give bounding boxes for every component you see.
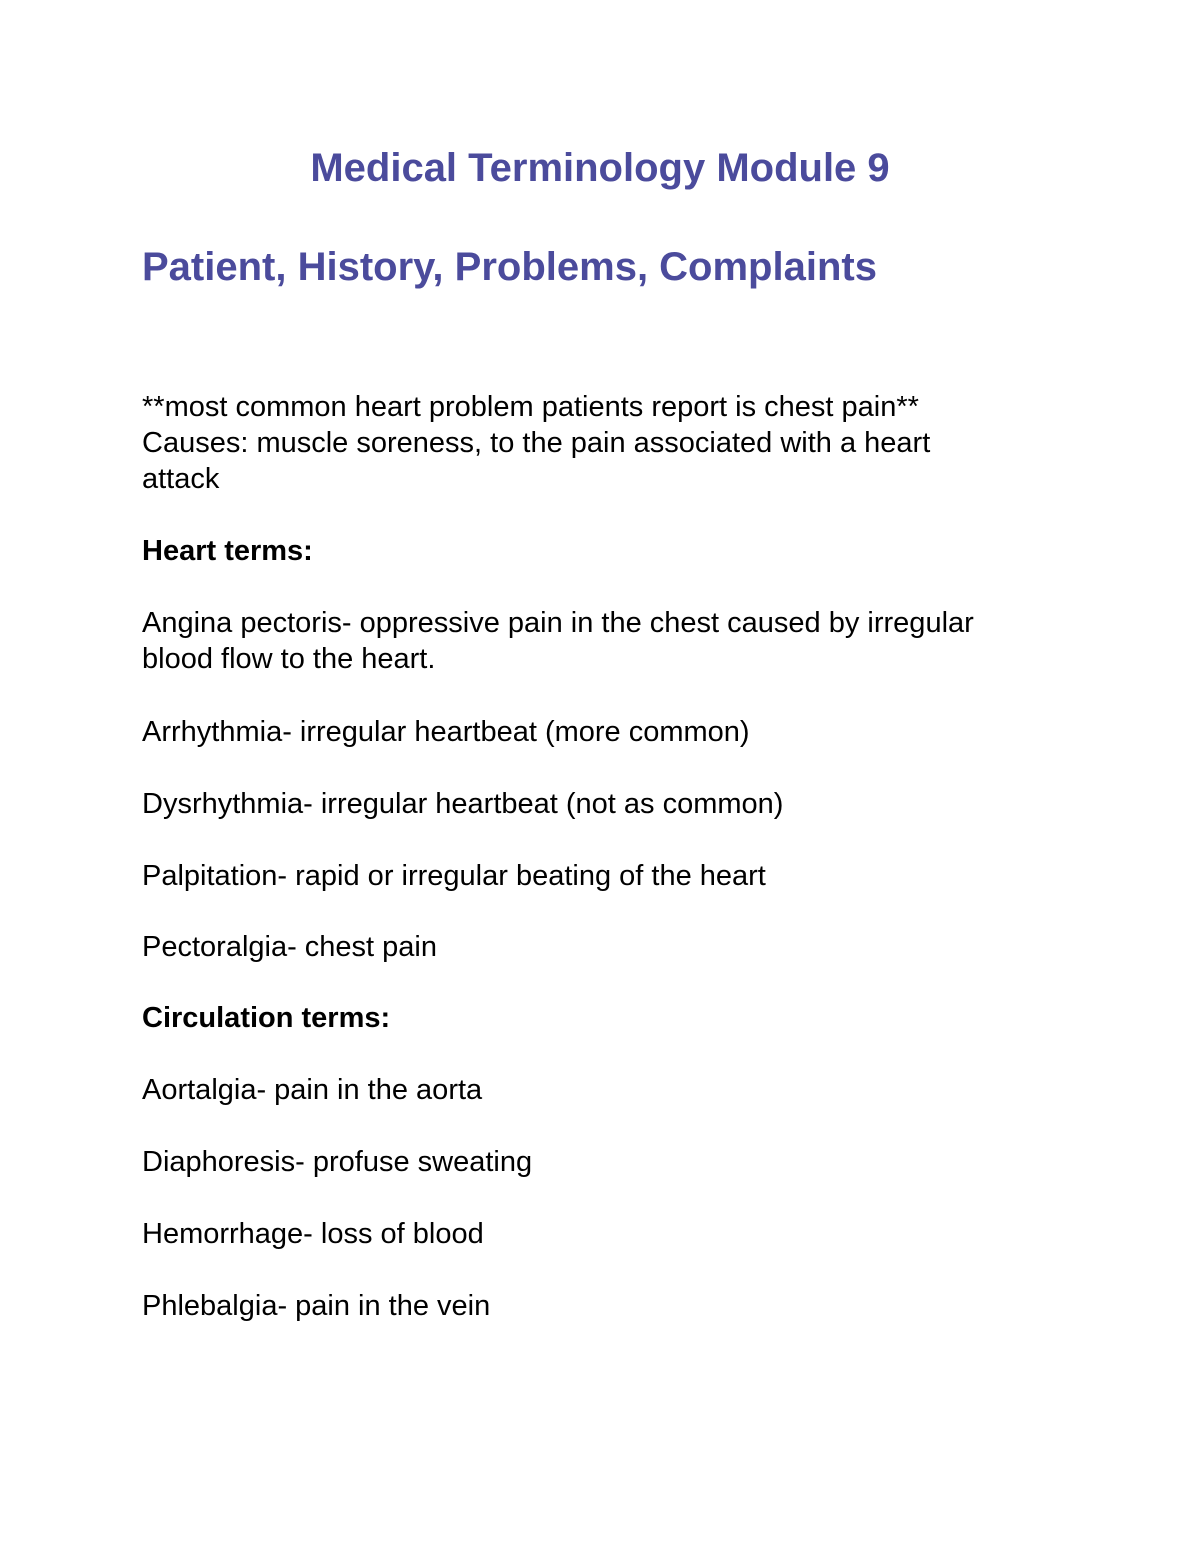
intro-causes-line-1: Causes: muscle soreness, to the pain associated with a heart bbox=[142, 427, 931, 459]
document-subtitle: Patient, History, Problems, Complaints bbox=[142, 245, 877, 289]
circulation-term-diaphoresis: Diaphoresis- profuse sweating bbox=[142, 1146, 533, 1178]
heart-term-angina-line-2: blood flow to the heart. bbox=[142, 643, 436, 675]
intro-causes-line-2: attack bbox=[142, 463, 220, 495]
heart-term-arrhythmia: Arrhythmia- irregular heartbeat (more common) bbox=[142, 716, 750, 748]
heart-term-angina-line-1: Angina pectoris- oppressive pain in the chest caused by irregular bbox=[142, 607, 974, 639]
circulation-terms-heading: Circulation terms: bbox=[142, 1002, 391, 1034]
heart-terms-heading: Heart terms: bbox=[142, 535, 313, 567]
circulation-term-phlebalgia: Phlebalgia- pain in the vein bbox=[142, 1290, 491, 1322]
circulation-term-hemorrhage: Hemorrhage- loss of blood bbox=[142, 1218, 484, 1250]
circulation-term-aortalgia: Aortalgia- pain in the aorta bbox=[142, 1074, 483, 1106]
heart-term-dysrhythmia: Dysrhythmia- irregular heartbeat (not as common) bbox=[142, 788, 784, 820]
document-title: Medical Terminology Module 9 bbox=[310, 146, 890, 190]
intro-note: **most common heart problem patients report is chest pain** bbox=[142, 391, 919, 423]
heart-term-palpitation: Palpitation- rapid or irregular beating of the heart bbox=[142, 860, 766, 892]
heart-term-pectoralgia: Pectoralgia- chest pain bbox=[142, 931, 437, 963]
